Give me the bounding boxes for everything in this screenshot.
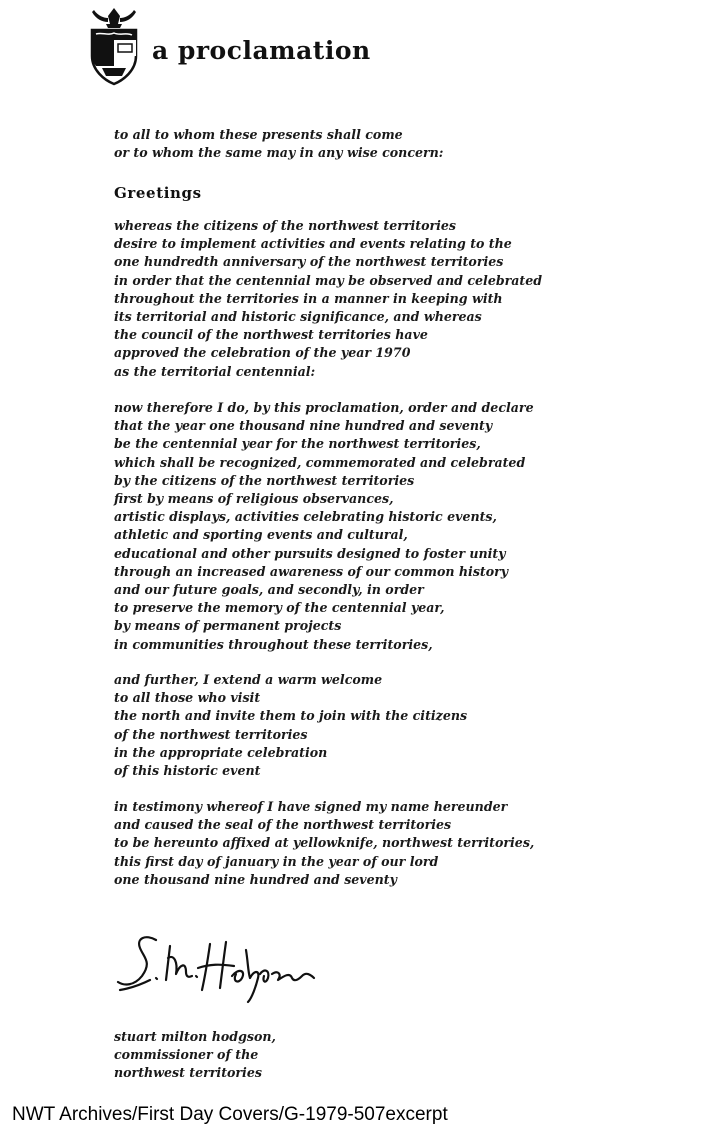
signer-block [114,1028,674,1083]
text-line: one hundredth anniversary of the northwest territories [114,254,504,270]
proclamation-header [88,6,508,88]
text-line: and our future goals, and secondly, in order [114,582,424,598]
text-line: of this historic event [114,763,261,779]
text-line: and caused the seal of the northwest territories [114,817,452,833]
nwt-coat-of-arms-icon [88,6,140,86]
handwritten-signature-icon [112,928,322,1008]
text-line: the council of the northwest territories have [114,327,428,343]
welcome-paragraph [114,671,674,780]
text-line: in communities throughout these territories, [114,636,433,652]
text-line: through an increased awareness of our common history [114,563,509,579]
page-title: a proclamation [152,36,371,65]
text-line: by the citizens of the northwest territories [114,472,415,488]
text-line: be the centennial year for the northwest territories, [114,436,481,452]
text-line: to all to whom these presents shall come [114,127,403,142]
text-line: whereas the citizens of the northwest territories [114,218,457,233]
image-caption: NWT Archives/First Day Covers/G-1979-507excerpt [12,1104,448,1125]
text-line: and further, I extend a warm welcome [114,672,383,687]
text-line: to all those who visit [114,690,261,706]
text-line: to be hereunto affixed at yellowknife, northwest territories, [114,835,535,851]
text-line: its territorial and historic significance, and whereas [114,309,482,325]
text-line: the north and invite them to join with the citizens [114,708,468,724]
text-line: desire to implement activities and events relating to the [114,236,512,252]
signature-text: S. M. Hodgson [112,928,120,929]
text-line: which shall be recognized, commemorated and celebrated [114,454,526,470]
text-line: one thousand nine hundred and seventy [114,871,397,887]
whereas-paragraph [114,217,674,381]
text-line: to preserve the memory of the centennial year, [114,600,445,616]
text-line: educational and other pursuits designed to foster unity [114,545,506,561]
greetings-heading: Greetings [114,184,202,202]
text-line: by means of permanent projects [114,618,342,634]
signer-title: commissioner of the [114,1047,259,1063]
text-line: artistic displays, activities celebrating historic events, [114,509,497,525]
signer-name: stuart milton hodgson, [114,1029,276,1044]
declaration-paragraph [114,399,674,654]
text-line: that the year one thousand nine hundred and seventy [114,418,493,434]
text-line: now therefore I do, by this proclamation, order and declare [114,400,534,415]
text-line: of the northwest territories [114,726,308,742]
text-line: or to whom the same may in any wise concern: [114,145,444,161]
text-line: in the appropriate celebration [114,744,328,760]
text-line: athletic and sporting events and cultural, [114,527,408,543]
text-line: throughout the territories in a manner in keeping with [114,290,503,306]
text-line: as the territorial centennial: [114,363,316,379]
text-line: in testimony whereof I have signed my name hereunder [114,799,508,814]
text-line: first by means of religious observances, [114,491,394,507]
testimony-paragraph [114,798,674,889]
text-line: approved the celebration of the year 1970 [114,345,411,361]
address-block [114,126,674,162]
signer-title: northwest territories [114,1065,262,1081]
text-line: in order that the centennial may be observed and celebrated [114,272,543,288]
text-line: this first day of january in the year of our lord [114,853,439,869]
